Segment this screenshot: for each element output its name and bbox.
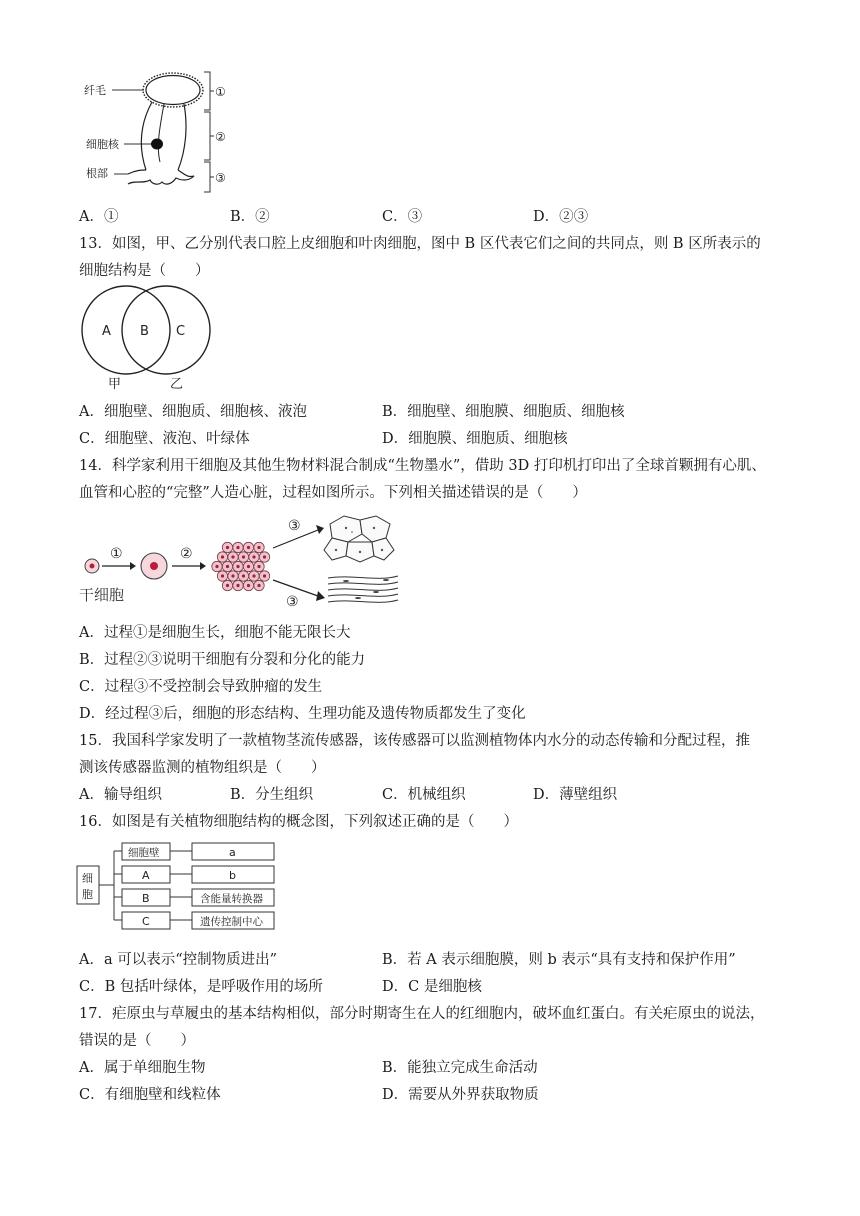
concept-node-wall: 细胞壁 xyxy=(128,847,160,859)
q15-option-b: B．分生组织 xyxy=(230,787,314,803)
cluster-cell-nucleus xyxy=(231,574,234,577)
q17-option-d: D．需要从外界获取物质 xyxy=(382,1087,539,1103)
cluster-cell-nucleus xyxy=(221,574,224,577)
venn-right-caption: 乙 xyxy=(170,377,184,390)
q13-option-a: A．细胞壁、细胞质、细胞核、液泡 xyxy=(79,404,307,420)
cluster-cell-nucleus xyxy=(263,574,266,577)
cluster-cell-nucleus xyxy=(236,546,239,549)
cluster-cell-nucleus xyxy=(226,584,229,587)
cluster-cell-nucleus xyxy=(226,565,229,568)
concept-box-control: 遗传控制中心 xyxy=(200,916,263,928)
label-cilia: 纤毛 xyxy=(84,84,106,97)
q15-option-c: C．机械组织 xyxy=(382,787,466,803)
cluster-cell-nucleus xyxy=(242,555,245,558)
venn-a-label: A xyxy=(102,324,111,339)
cluster-cell-nucleus xyxy=(236,565,239,568)
stem-cell-label: 干细胞 xyxy=(79,586,125,604)
venn-diagram xyxy=(78,284,218,390)
concept-node-c: C xyxy=(142,915,150,928)
q12-option-c: C．③ xyxy=(382,209,423,225)
stem-cell-process-figure xyxy=(78,510,403,612)
venn-b-label: B xyxy=(140,324,149,339)
q14-option-a: A．过程①是细胞生长，细胞不能无限长大 xyxy=(79,625,351,641)
q17-option-c: C．有细胞壁和线粒体 xyxy=(79,1087,221,1103)
q13-option-c: C．细胞壁、液泡、叶绿体 xyxy=(79,431,250,447)
step-1-label: ① xyxy=(110,546,123,562)
q15-option-a: A．输导组织 xyxy=(79,787,162,803)
q16-option-b: B．若 A 表示细胞膜，则 b 表示“具有支持和保护作用” xyxy=(382,952,736,968)
q14-option-b: B．过程②③说明干细胞有分裂和分化的能力 xyxy=(79,652,366,668)
q16-stem: 16．如图是有关植物细胞结构的概念图，下列叙述正确的是（ ） xyxy=(79,814,518,830)
label-nucleus: 细胞核 xyxy=(86,138,119,151)
q17-option-b: B．能独立完成生命活动 xyxy=(382,1060,538,1076)
step-3b-label: ③ xyxy=(286,594,299,610)
q15-stem-line2: 测该传感器监测的植物组织是（ ） xyxy=(79,760,326,776)
concept-box-energy: 含能量转换器 xyxy=(200,893,263,905)
q14-stem-line1: 14．科学家利用干细胞及其他生物材料混合制成“生物墨水”，借助 3D 打印机打印出了全球首颗拥有心肌、 xyxy=(79,458,766,474)
cluster-cell-nucleus xyxy=(257,565,260,568)
concept-node-b: B xyxy=(142,892,150,905)
q13-option-b: B．细胞壁、细胞膜、细胞质、细胞核 xyxy=(382,404,625,420)
region-3-label: ③ xyxy=(215,171,226,185)
cluster-cell-nucleus xyxy=(247,565,250,568)
q12-option-b: B．② xyxy=(230,209,270,225)
concept-root-bottom: 胞 xyxy=(82,888,93,901)
concept-root-top: 细 xyxy=(82,872,93,885)
q14-stem-line2: 血管和心腔的“完整”人造心脏，过程如图所示。下列相关描述错误的是（ ） xyxy=(79,485,587,501)
concept-box-b: b xyxy=(229,869,236,882)
cluster-cell-nucleus xyxy=(257,584,260,587)
region-1-label: ① xyxy=(215,85,226,99)
cluster-cell-nucleus xyxy=(215,565,218,568)
region-2-label: ② xyxy=(215,130,226,144)
q16-option-d: D．C 是细胞核 xyxy=(382,979,482,995)
cluster-cell-nucleus xyxy=(221,555,224,558)
step-2-label: ② xyxy=(180,546,193,562)
venn-c-label: C xyxy=(176,324,186,339)
cluster-cell-nucleus xyxy=(257,546,260,549)
q17-stem-line2: 错误的是（ ） xyxy=(79,1033,195,1049)
q14-option-c: C．过程③不受控制会导致肿瘤的发生 xyxy=(79,679,323,695)
step-3a-label: ③ xyxy=(288,518,301,534)
cell-cluster xyxy=(212,542,270,590)
cluster-cell-nucleus xyxy=(247,546,250,549)
q14-option-d: D．经过程③后，细胞的形态结构、生理功能及遗传物质都发生了变化 xyxy=(79,706,526,722)
q17-option-a: A．属于单细胞生物 xyxy=(79,1060,206,1076)
cluster-cell-nucleus xyxy=(231,555,234,558)
q12-option-a: A．① xyxy=(79,209,119,225)
paramecium-figure xyxy=(80,66,240,198)
q13-stem-line2: 细胞结构是（ ） xyxy=(79,263,210,279)
cluster-cell-nucleus xyxy=(236,584,239,587)
q17-stem-line1: 17．疟原虫与草履虫的基本结构相似，部分时期寄生在人的红细胞内，破坏血红蛋白。有关疟原虫的说法， xyxy=(79,1006,765,1022)
cluster-cell-nucleus xyxy=(252,555,255,558)
concept-map-figure xyxy=(76,838,282,934)
q13-option-d: D．细胞膜、细胞质、细胞核 xyxy=(382,431,568,447)
cluster-cell-nucleus xyxy=(263,555,266,558)
q13-stem-line1: 13．如图，甲、乙分别代表口腔上皮细胞和叶肉细胞，图中 B 区代表它们之间的共同点，则 B 区所表示的 xyxy=(79,236,761,252)
cluster-cell-nucleus xyxy=(242,574,245,577)
q15-stem-line1: 15．我国科学家发明了一款植物茎流传感器，该传感器可以监测植物体内水分的动态传输和分配过程，推 xyxy=(79,733,750,749)
concept-node-a: A xyxy=(142,869,150,882)
venn-left-caption: 甲 xyxy=(108,377,122,390)
q16-option-a: A．a 可以表示“控制物质进出” xyxy=(79,952,278,968)
label-root: 根部 xyxy=(86,167,108,180)
q15-option-d: D．薄壁组织 xyxy=(533,787,618,803)
cluster-cell-nucleus xyxy=(247,584,250,587)
concept-box-a: a xyxy=(229,846,236,859)
cluster-cell-nucleus xyxy=(226,546,229,549)
q12-option-d: D．②③ xyxy=(533,209,589,225)
cluster-cell-nucleus xyxy=(252,574,255,577)
q16-option-c: C．B 包括叶绿体，是呼吸作用的场所 xyxy=(79,979,323,995)
